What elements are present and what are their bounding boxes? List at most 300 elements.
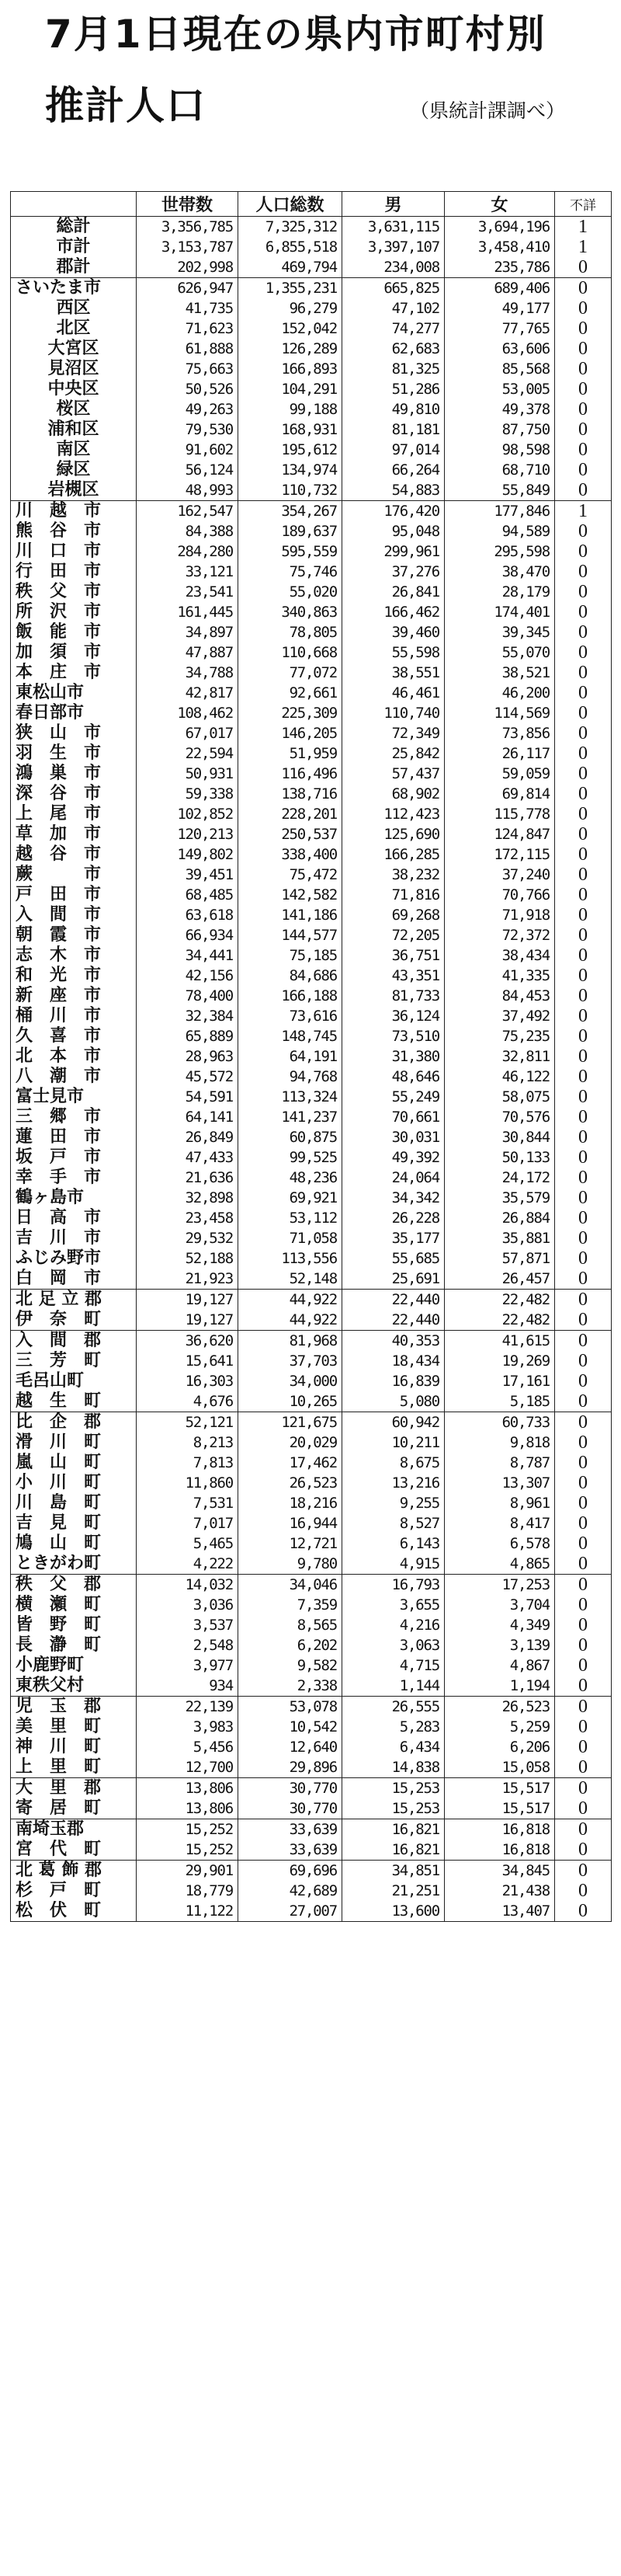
cell-population: 75,746 [238, 562, 342, 582]
table-row [11, 642, 612, 663]
row-name: 毛呂山町 [11, 1371, 137, 1391]
cell-male: 39,460 [342, 622, 445, 642]
cell-households: 79,530 [137, 419, 238, 440]
cell-population: 354,267 [238, 501, 342, 522]
cell-unknown: 0 [555, 1310, 612, 1331]
cell-population: 189,637 [238, 521, 342, 541]
cell-households: 5,456 [137, 1737, 238, 1757]
cell-households: 32,898 [137, 1188, 238, 1208]
cell-population: 8,565 [238, 1615, 342, 1635]
table-row [11, 501, 612, 522]
cell-male: 166,285 [342, 844, 445, 865]
cell-households: 63,618 [137, 905, 238, 925]
cell-unknown: 0 [555, 1453, 612, 1473]
cell-male: 112,423 [342, 804, 445, 824]
table-row [11, 824, 612, 844]
row-name: 深 谷 市 [11, 784, 137, 804]
row-name: 秩 父 郡 [11, 1575, 137, 1596]
table-row [11, 1737, 612, 1757]
cell-unknown: 0 [555, 1269, 612, 1290]
cell-population: 18,216 [238, 1493, 342, 1513]
cell-unknown: 0 [555, 541, 612, 562]
cell-female: 69,814 [445, 784, 555, 804]
cell-male: 15,253 [342, 1798, 445, 1819]
cell-households: 23,458 [137, 1208, 238, 1228]
cell-population: 52,148 [238, 1269, 342, 1290]
cell-unknown: 0 [555, 562, 612, 582]
table-row [11, 399, 612, 419]
row-name: 川 越 市 [11, 501, 137, 522]
table-row [11, 1615, 612, 1635]
table-row [11, 1107, 612, 1127]
table-row [11, 562, 612, 582]
cell-population: 78,805 [238, 622, 342, 642]
cell-population: 99,525 [238, 1147, 342, 1168]
cell-unknown: 0 [555, 925, 612, 945]
cell-households: 42,817 [137, 683, 238, 703]
cell-households: 54,591 [137, 1087, 238, 1107]
table-row [11, 379, 612, 399]
table-row [11, 1026, 612, 1046]
cell-unknown: 0 [555, 419, 612, 440]
cell-households: 14,032 [137, 1575, 238, 1596]
header-name [11, 192, 137, 217]
row-name: 行 田 市 [11, 562, 137, 582]
cell-population: 338,400 [238, 844, 342, 865]
cell-unknown: 0 [555, 966, 612, 986]
cell-female: 55,849 [445, 480, 555, 501]
cell-male: 4,216 [342, 1615, 445, 1635]
cell-female: 5,185 [445, 1391, 555, 1412]
cell-population: 113,556 [238, 1248, 342, 1269]
cell-female: 8,417 [445, 1513, 555, 1533]
source-note: （県統計課調べ） [410, 99, 566, 122]
cell-female: 35,881 [445, 1228, 555, 1248]
row-name: 鶴ヶ島市 [11, 1188, 137, 1208]
cell-households: 84,388 [137, 521, 238, 541]
cell-male: 30,031 [342, 1127, 445, 1147]
cell-unknown: 0 [555, 1371, 612, 1391]
cell-population: 99,188 [238, 399, 342, 419]
row-name: 神 川 町 [11, 1737, 137, 1757]
cell-male: 26,555 [342, 1697, 445, 1718]
cell-population: 225,309 [238, 703, 342, 723]
table-row [11, 1067, 612, 1087]
table-row [11, 1208, 612, 1228]
row-name: 南埼玉郡 [11, 1819, 137, 1840]
cell-unknown: 0 [555, 298, 612, 319]
row-name: 西区 [11, 298, 137, 319]
cell-unknown: 0 [555, 865, 612, 885]
cell-households: 15,641 [137, 1351, 238, 1371]
cell-unknown: 0 [555, 1615, 612, 1635]
cell-households: 22,594 [137, 743, 238, 764]
cell-male: 13,600 [342, 1901, 445, 1922]
cell-unknown: 0 [555, 743, 612, 764]
table-row [11, 865, 612, 885]
cell-female: 21,438 [445, 1881, 555, 1901]
cell-households: 18,779 [137, 1881, 238, 1901]
cell-population: 113,324 [238, 1087, 342, 1107]
cell-population: 96,279 [238, 298, 342, 319]
row-name: 羽 生 市 [11, 743, 137, 764]
row-name: 見沼区 [11, 359, 137, 379]
cell-households: 34,441 [137, 945, 238, 966]
cell-unknown: 0 [555, 1046, 612, 1067]
cell-households: 68,485 [137, 885, 238, 905]
cell-male: 3,655 [342, 1595, 445, 1615]
cell-population: 469,794 [238, 257, 342, 278]
cell-female: 15,517 [445, 1798, 555, 1819]
row-name: 川 島 町 [11, 1493, 137, 1513]
table-row [11, 925, 612, 945]
cell-male: 3,063 [342, 1635, 445, 1655]
cell-unknown: 0 [555, 663, 612, 683]
row-name: 北 足 立 郡 [11, 1290, 137, 1311]
row-name: 吉 川 市 [11, 1228, 137, 1248]
cell-female: 26,884 [445, 1208, 555, 1228]
cell-households: 12,700 [137, 1757, 238, 1778]
cell-population: 141,186 [238, 905, 342, 925]
cell-female: 84,453 [445, 986, 555, 1006]
cell-unknown: 0 [555, 703, 612, 723]
cell-unknown: 0 [555, 278, 612, 299]
cell-population: 595,559 [238, 541, 342, 562]
table-row [11, 1575, 612, 1596]
cell-unknown: 0 [555, 1697, 612, 1718]
cell-households: 56,124 [137, 460, 238, 480]
cell-population: 29,896 [238, 1757, 342, 1778]
table-row [11, 764, 612, 784]
cell-households: 202,998 [137, 257, 238, 278]
cell-male: 55,598 [342, 642, 445, 663]
table-row [11, 298, 612, 319]
cell-unknown: 0 [555, 339, 612, 359]
row-name: 浦和区 [11, 419, 137, 440]
cell-female: 124,847 [445, 824, 555, 844]
cell-households: 5,465 [137, 1533, 238, 1554]
table-row [11, 480, 612, 501]
table-row [11, 1697, 612, 1718]
cell-population: 195,612 [238, 440, 342, 460]
cell-households: 15,252 [137, 1840, 238, 1861]
cell-households: 59,338 [137, 784, 238, 804]
cell-households: 50,526 [137, 379, 238, 399]
cell-male: 62,683 [342, 339, 445, 359]
table-row [11, 1248, 612, 1269]
cell-population: 10,265 [238, 1391, 342, 1412]
cell-male: 81,733 [342, 986, 445, 1006]
row-name: 杉 戸 町 [11, 1881, 137, 1901]
cell-households: 50,931 [137, 764, 238, 784]
cell-female: 17,161 [445, 1371, 555, 1391]
cell-households: 28,963 [137, 1046, 238, 1067]
cell-population: 60,875 [238, 1127, 342, 1147]
cell-population: 121,675 [238, 1412, 342, 1433]
row-name: 鳩 山 町 [11, 1533, 137, 1554]
cell-unknown: 0 [555, 1513, 612, 1533]
cell-population: 9,582 [238, 1655, 342, 1676]
cell-households: 11,860 [137, 1473, 238, 1493]
table-row [11, 1168, 612, 1188]
cell-male: 72,205 [342, 925, 445, 945]
cell-unknown: 0 [555, 1248, 612, 1269]
cell-unknown: 0 [555, 1840, 612, 1861]
header-households: 世帯数 [137, 192, 238, 217]
row-name: 加 須 市 [11, 642, 137, 663]
table-row [11, 257, 612, 278]
cell-households: 626,947 [137, 278, 238, 299]
cell-male: 97,014 [342, 440, 445, 460]
cell-unknown: 0 [555, 379, 612, 399]
table-row [11, 237, 612, 257]
row-name: 和 光 市 [11, 966, 137, 986]
cell-unknown: 0 [555, 1067, 612, 1087]
cell-female: 8,961 [445, 1493, 555, 1513]
cell-female: 41,615 [445, 1331, 555, 1352]
cell-female: 24,172 [445, 1168, 555, 1188]
cell-female: 55,070 [445, 642, 555, 663]
cell-female: 38,470 [445, 562, 555, 582]
row-name: 白 岡 市 [11, 1269, 137, 1290]
cell-population: 53,078 [238, 1697, 342, 1718]
table-row [11, 1881, 612, 1901]
table-row [11, 1513, 612, 1533]
cell-female: 63,606 [445, 339, 555, 359]
row-name: 美 里 町 [11, 1717, 137, 1737]
cell-households: 39,451 [137, 865, 238, 885]
cell-male: 16,839 [342, 1371, 445, 1391]
cell-unknown: 0 [555, 945, 612, 966]
cell-households: 3,356,785 [137, 217, 238, 238]
cell-male: 1,144 [342, 1676, 445, 1697]
cell-population: 144,577 [238, 925, 342, 945]
cell-households: 161,445 [137, 602, 238, 622]
cell-female: 6,206 [445, 1737, 555, 1757]
cell-unknown: 0 [555, 1228, 612, 1248]
cell-male: 55,249 [342, 1087, 445, 1107]
cell-population: 69,921 [238, 1188, 342, 1208]
row-name: 鴻 巣 市 [11, 764, 137, 784]
table-row [11, 622, 612, 642]
table-row [11, 1798, 612, 1819]
row-name: 上 尾 市 [11, 804, 137, 824]
cell-population: 12,640 [238, 1737, 342, 1757]
cell-female: 26,457 [445, 1269, 555, 1290]
table-row [11, 1351, 612, 1371]
cell-households: 29,532 [137, 1228, 238, 1248]
cell-population: 69,696 [238, 1861, 342, 1882]
row-name: 東秩父村 [11, 1676, 137, 1697]
cell-population: 134,974 [238, 460, 342, 480]
cell-population: 10,542 [238, 1717, 342, 1737]
cell-unknown: 0 [555, 1757, 612, 1778]
cell-households: 3,036 [137, 1595, 238, 1615]
table-row [11, 1493, 612, 1513]
cell-female: 37,492 [445, 1006, 555, 1026]
cell-male: 4,715 [342, 1655, 445, 1676]
cell-unknown: 0 [555, 1473, 612, 1493]
cell-female: 70,576 [445, 1107, 555, 1127]
cell-female: 60,733 [445, 1412, 555, 1433]
cell-unknown: 0 [555, 1881, 612, 1901]
cell-population: 84,686 [238, 966, 342, 986]
cell-female: 59,059 [445, 764, 555, 784]
cell-male: 35,177 [342, 1228, 445, 1248]
cell-households: 284,280 [137, 541, 238, 562]
table-row [11, 1473, 612, 1493]
cell-female: 71,918 [445, 905, 555, 925]
cell-households: 26,849 [137, 1127, 238, 1147]
cell-households: 36,620 [137, 1331, 238, 1352]
cell-male: 74,277 [342, 319, 445, 339]
cell-male: 176,420 [342, 501, 445, 522]
cell-female: 72,372 [445, 925, 555, 945]
cell-male: 3,397,107 [342, 237, 445, 257]
table-row [11, 1228, 612, 1248]
cell-female: 94,589 [445, 521, 555, 541]
cell-unknown: 0 [555, 1635, 612, 1655]
table-row [11, 419, 612, 440]
cell-male: 9,255 [342, 1493, 445, 1513]
cell-female: 98,598 [445, 440, 555, 460]
table-row [11, 1840, 612, 1861]
cell-unknown: 0 [555, 399, 612, 419]
cell-male: 26,228 [342, 1208, 445, 1228]
row-name: 飯 能 市 [11, 622, 137, 642]
table-row [11, 440, 612, 460]
cell-households: 7,531 [137, 1493, 238, 1513]
row-name: 朝 霞 市 [11, 925, 137, 945]
row-name: 入 間 市 [11, 905, 137, 925]
cell-female: 295,598 [445, 541, 555, 562]
cell-female: 53,005 [445, 379, 555, 399]
cell-female: 3,139 [445, 1635, 555, 1655]
row-name: 南区 [11, 440, 137, 460]
cell-male: 54,883 [342, 480, 445, 501]
cell-female: 70,766 [445, 885, 555, 905]
cell-population: 152,042 [238, 319, 342, 339]
cell-unknown: 1 [555, 217, 612, 238]
cell-population: 168,931 [238, 419, 342, 440]
cell-female: 4,867 [445, 1655, 555, 1676]
cell-population: 75,185 [238, 945, 342, 966]
cell-male: 15,253 [342, 1778, 445, 1799]
table-row [11, 1087, 612, 1107]
cell-unknown: 0 [555, 784, 612, 804]
cell-population: 166,893 [238, 359, 342, 379]
cell-female: 4,349 [445, 1615, 555, 1635]
cell-unknown: 0 [555, 1147, 612, 1168]
cell-population: 146,205 [238, 723, 342, 743]
cell-female: 26,117 [445, 743, 555, 764]
cell-population: 48,236 [238, 1168, 342, 1188]
row-name: 日 高 市 [11, 1208, 137, 1228]
cell-male: 6,143 [342, 1533, 445, 1554]
row-name: 宮 代 町 [11, 1840, 137, 1861]
cell-male: 299,961 [342, 541, 445, 562]
row-name: 八 潮 市 [11, 1067, 137, 1087]
cell-population: 2,338 [238, 1676, 342, 1697]
cell-households: 45,572 [137, 1067, 238, 1087]
cell-unknown: 0 [555, 1861, 612, 1882]
cell-male: 38,551 [342, 663, 445, 683]
row-name: 三 郷 市 [11, 1107, 137, 1127]
cell-female: 13,307 [445, 1473, 555, 1493]
cell-female: 689,406 [445, 278, 555, 299]
cell-female: 35,579 [445, 1188, 555, 1208]
row-name: 熊 谷 市 [11, 521, 137, 541]
cell-population: 7,325,312 [238, 217, 342, 238]
cell-male: 47,102 [342, 298, 445, 319]
cell-population: 64,191 [238, 1046, 342, 1067]
cell-unknown: 0 [555, 1901, 612, 1922]
cell-unknown: 0 [555, 1331, 612, 1352]
table-row [11, 1453, 612, 1473]
cell-unknown: 0 [555, 1391, 612, 1412]
cell-male: 81,325 [342, 359, 445, 379]
cell-unknown: 0 [555, 986, 612, 1006]
headline-sub: 推計人口 [45, 83, 206, 128]
cell-male: 110,740 [342, 703, 445, 723]
row-name: 緑区 [11, 460, 137, 480]
table-row [11, 1676, 612, 1697]
cell-female: 15,058 [445, 1757, 555, 1778]
cell-unknown: 0 [555, 1554, 612, 1575]
cell-female: 22,482 [445, 1290, 555, 1311]
cell-population: 17,462 [238, 1453, 342, 1473]
cell-population: 110,732 [238, 480, 342, 501]
cell-households: 61,888 [137, 339, 238, 359]
cell-population: 26,523 [238, 1473, 342, 1493]
cell-households: 47,433 [137, 1147, 238, 1168]
table-row [11, 784, 612, 804]
table-row [11, 1331, 612, 1352]
row-name: 吉 見 町 [11, 1513, 137, 1533]
cell-unknown: 0 [555, 1351, 612, 1371]
cell-population: 142,582 [238, 885, 342, 905]
cell-households: 19,127 [137, 1310, 238, 1331]
cell-male: 234,008 [342, 257, 445, 278]
cell-households: 21,636 [137, 1168, 238, 1188]
cell-households: 19,127 [137, 1290, 238, 1311]
cell-households: 108,462 [137, 703, 238, 723]
cell-male: 665,825 [342, 278, 445, 299]
cell-population: 7,359 [238, 1595, 342, 1615]
cell-unknown: 0 [555, 1026, 612, 1046]
cell-female: 68,710 [445, 460, 555, 480]
row-name: 滑 川 町 [11, 1432, 137, 1453]
cell-female: 28,179 [445, 582, 555, 602]
cell-population: 110,668 [238, 642, 342, 663]
cell-male: 60,942 [342, 1412, 445, 1433]
table-row [11, 804, 612, 824]
cell-population: 81,968 [238, 1331, 342, 1352]
table-row [11, 582, 612, 602]
cell-unknown: 0 [555, 1127, 612, 1147]
row-name: 草 加 市 [11, 824, 137, 844]
cell-population: 104,291 [238, 379, 342, 399]
cell-households: 13,806 [137, 1798, 238, 1819]
row-name: 北区 [11, 319, 137, 339]
cell-population: 148,745 [238, 1026, 342, 1046]
cell-unknown: 0 [555, 1168, 612, 1188]
cell-unknown: 0 [555, 582, 612, 602]
cell-female: 41,335 [445, 966, 555, 986]
cell-unknown: 0 [555, 1717, 612, 1737]
cell-male: 22,440 [342, 1310, 445, 1331]
cell-male: 71,816 [342, 885, 445, 905]
